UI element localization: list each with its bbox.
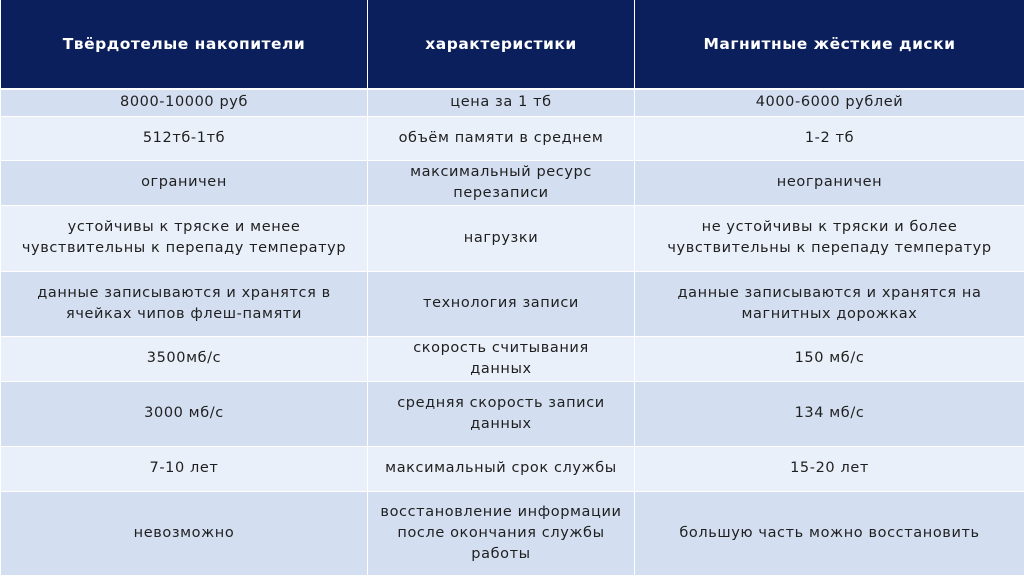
cell-characteristic: технология записи (368, 271, 635, 336)
cell-characteristic: восстановление информации после окончания службы работы (368, 491, 635, 575)
table-row (1, 205, 1024, 271)
cell-characteristic: цена за 1 тб (368, 89, 635, 116)
cell-ssd: 3500мб/с (1, 336, 368, 381)
cell-characteristic: объём памяти в среднем (368, 116, 635, 160)
table-header-row (1, 0, 1024, 89)
cell-ssd: данные записываются и хранятся в ячейках чипов флеш-памяти (1, 271, 368, 336)
cell-ssd: 8000-10000 руб (1, 89, 368, 116)
table-row (1, 271, 1024, 336)
cell-hdd: 15-20 лет (635, 446, 1024, 491)
header-ssd: Твёрдотелые накопители (1, 0, 368, 89)
table-row (1, 116, 1024, 160)
cell-ssd: ограничен (1, 160, 368, 205)
table-row (1, 160, 1024, 205)
cell-hdd: 134 мб/с (635, 381, 1024, 446)
cell-hdd: 1-2 тб (635, 116, 1024, 160)
cell-hdd: 150 мб/с (635, 336, 1024, 381)
cell-hdd: 4000-6000 рублей (635, 89, 1024, 116)
table-row (1, 336, 1024, 381)
cell-ssd: 3000 мб/с (1, 381, 368, 446)
table-row (1, 89, 1024, 116)
table-row (1, 446, 1024, 491)
cell-ssd: устойчивы к тряске и менее чувствительны к перепаду температур (1, 205, 368, 271)
cell-characteristic: скорость считывания данных (368, 336, 635, 381)
table-row (1, 491, 1024, 575)
cell-hdd: данные записываются и хранятся на магнитных дорожках (635, 271, 1024, 336)
cell-ssd: 512тб-1тб (1, 116, 368, 160)
cell-hdd: не устойчивы к тряски и более чувствительны к перепаду температур (635, 205, 1024, 271)
cell-characteristic: максимальный ресурс перезаписи (368, 160, 635, 205)
cell-characteristic: средняя скорость записи данных (368, 381, 635, 446)
cell-ssd: 7-10 лет (1, 446, 368, 491)
cell-hdd: большую часть можно восстановить (635, 491, 1024, 575)
cell-hdd: неограничен (635, 160, 1024, 205)
header-characteristics: характеристики (368, 0, 635, 89)
cell-characteristic: максимальный срок службы (368, 446, 635, 491)
table-row (1, 381, 1024, 446)
header-hdd: Магнитные жёсткие диски (635, 0, 1024, 89)
cell-ssd: невозможно (1, 491, 368, 575)
cell-characteristic: нагрузки (368, 205, 635, 271)
